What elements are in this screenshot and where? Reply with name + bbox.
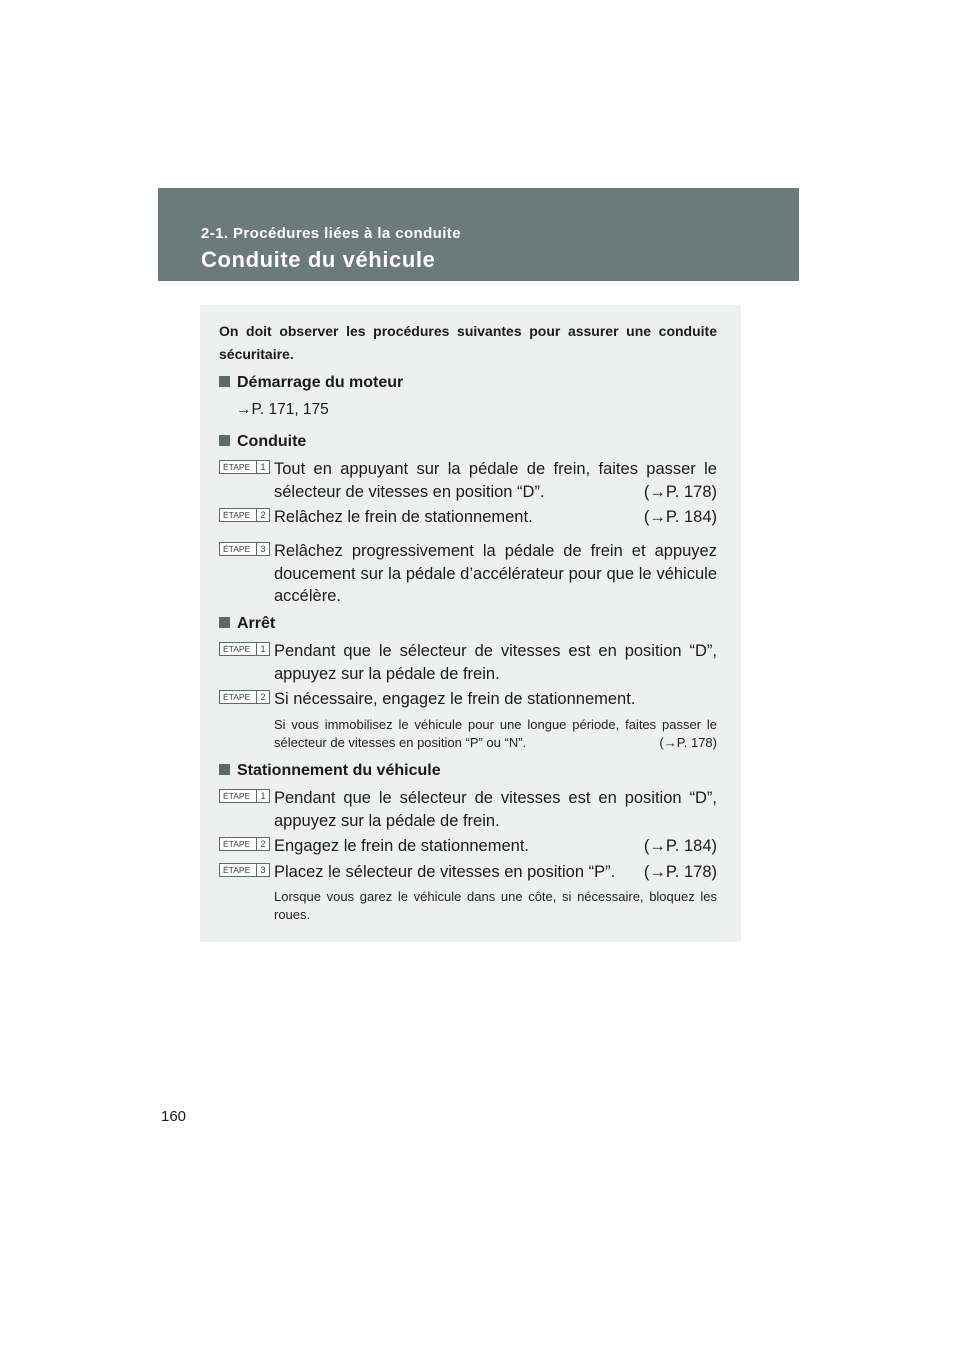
- heading-arret: [219, 615, 275, 633]
- step-text: Engagez le frein de stationnement. (→P. 184): [274, 835, 717, 858]
- page-title: Conduite du véhicule: [201, 247, 436, 272]
- heading-label: Arrêt: [237, 615, 276, 632]
- step-badge: ÉTAPE 2: [219, 508, 270, 522]
- note-text: Lorsque vous garez le véhicule dans une côte, si nécessaire, bloquez les roues.: [274, 889, 717, 922]
- page-reference: (→P. 178): [643, 863, 717, 881]
- step-text: Relâchez le frein de stationnement. (→P. 184): [274, 506, 717, 529]
- heading-label: Stationnement du véhicule: [237, 762, 441, 779]
- page-number: 160: [161, 1108, 187, 1125]
- section-label: 2-1. Procédures liées à la conduite: [201, 225, 461, 242]
- heading-label: Conduite: [237, 433, 307, 450]
- step-text: Pendant que le sélecteur de vitesses est en position “D”, appuyez sur la pédale de frein.: [274, 789, 717, 830]
- step-badge: ÉTAPE 2: [219, 690, 270, 704]
- page-reference: (→P. 184): [643, 837, 717, 855]
- step-badge: ÉTAPE 1: [219, 460, 270, 474]
- square-bullet-icon: [219, 435, 230, 446]
- square-bullet-icon: [219, 617, 230, 628]
- page-reference: (→P. 184): [643, 508, 717, 526]
- step-badge: ÉTAPE 3: [219, 863, 270, 877]
- step-badge: ÉTAPE 1: [219, 642, 270, 656]
- step-badge: ÉTAPE 1: [219, 789, 270, 803]
- step-text: Tout en appuyant sur la pédale de frein, faites passer le sélecteur de vitesses en position “D”. (→P. 178): [274, 458, 717, 503]
- page-reference: (→P. 178): [659, 734, 717, 750]
- step-text: Relâchez progressivement la pédale de frein et appuyez doucement sur la pédale d’accélérateur pour que le véhicule accélère.: [274, 542, 717, 605]
- page-reference: →P. 171, 175: [236, 401, 329, 418]
- heading-label: Démarrage du moteur: [237, 374, 404, 391]
- step-badge: ÉTAPE 2: [219, 837, 270, 851]
- note-text: Si vous immobilisez le véhicule pour une longue période, faites passer le sélecteur de vitesses en position “P” ou “N”. (→P. 178): [274, 717, 717, 750]
- intro-text: On doit observer les procédures suivantes pour assurer une conduite sécuritaire.: [219, 323, 717, 362]
- heading-conduite: [219, 433, 306, 451]
- square-bullet-icon: [219, 764, 230, 775]
- step-badge: ÉTAPE 3: [219, 542, 270, 556]
- section-header: [158, 188, 799, 281]
- step-text: Pendant que le sélecteur de vitesses est en position “D”, appuyez sur la pédale de frein.: [274, 642, 717, 683]
- heading-stationnement: [219, 762, 441, 780]
- square-bullet-icon: [219, 376, 230, 387]
- heading-demarrage: [219, 374, 403, 392]
- page-reference: (→P. 178): [643, 482, 717, 501]
- step-text: Placez le sélecteur de vitesses en position “P”. (→P. 178): [274, 861, 717, 884]
- step-text: Si nécessaire, engagez le frein de stationnement.: [274, 690, 636, 708]
